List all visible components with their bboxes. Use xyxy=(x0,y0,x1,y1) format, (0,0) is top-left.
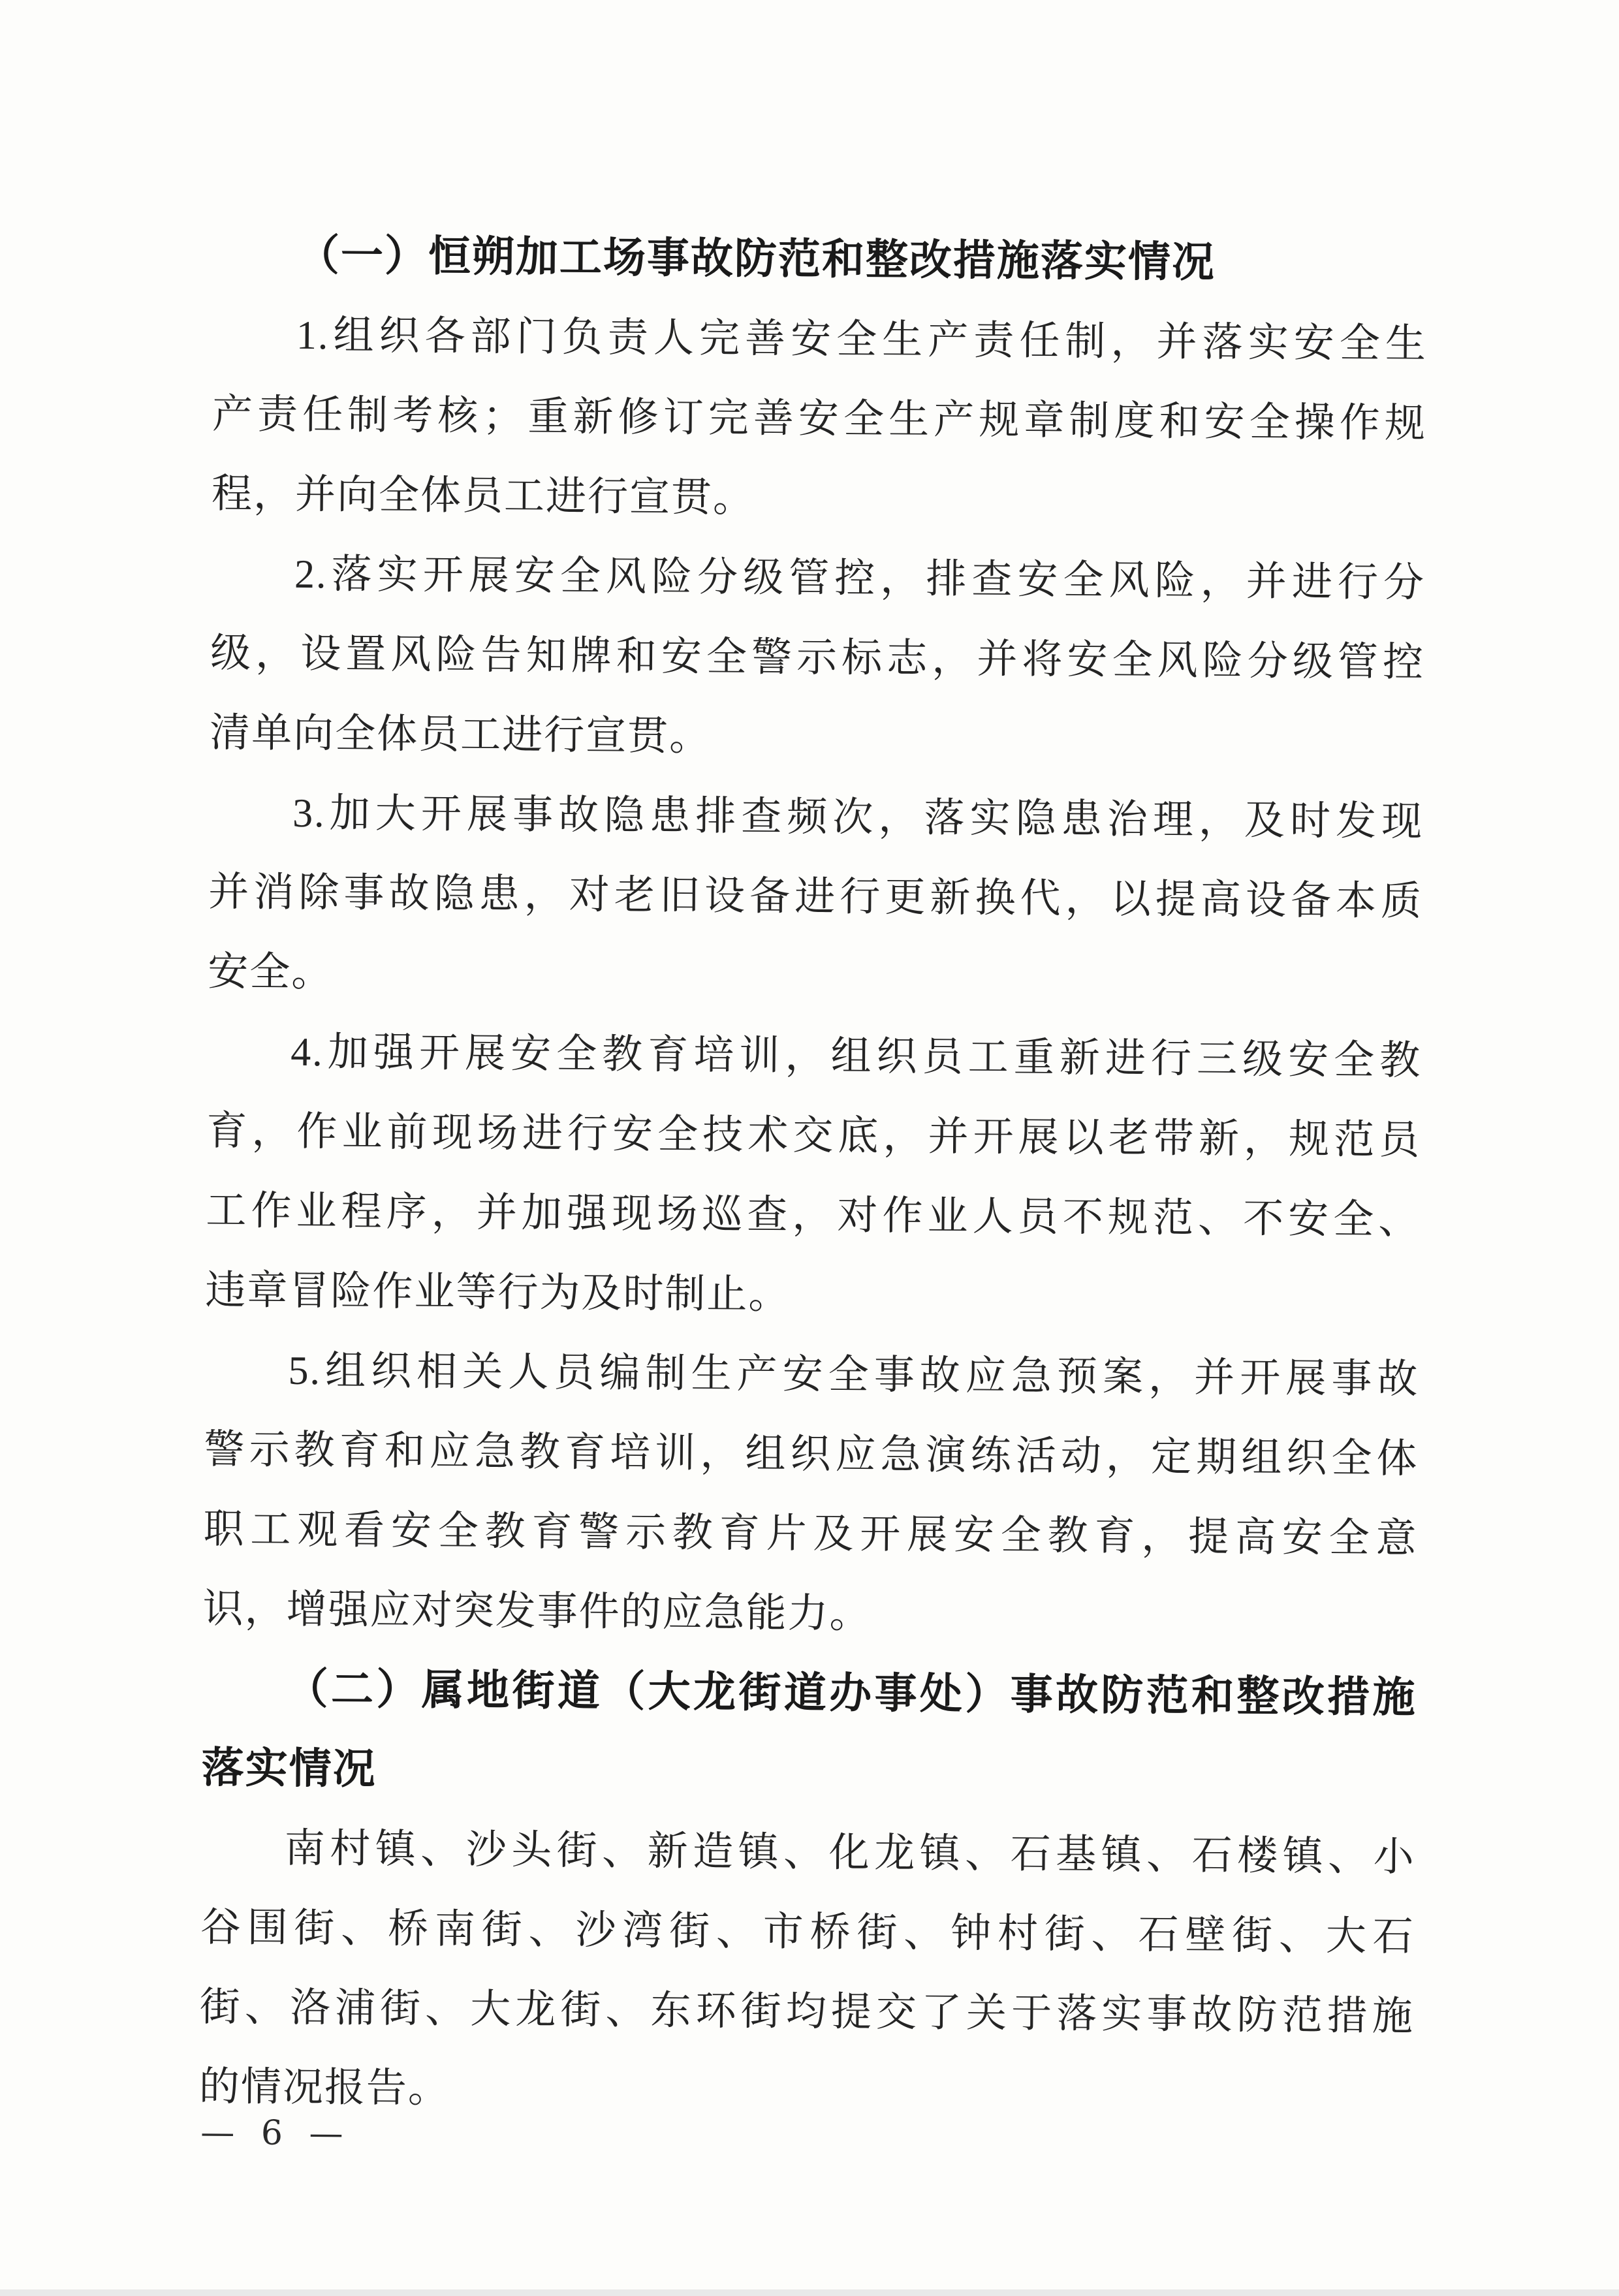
paragraph-line: 安全。 xyxy=(208,949,334,996)
section-heading: （二）属地街道（大龙街道办事处）事故防范和整改措施 xyxy=(285,1665,1417,1722)
paragraph-line: 级，设置风险告知牌和安全警示标志，并将安全风险分级管控 xyxy=(210,631,1425,685)
paragraph-line: 警示教育和应急教育培训，组织应急演练活动，定期组织全体 xyxy=(204,1427,1419,1482)
paragraph-line: 工作业程序，并加强现场巡查，对作业人员不规范、不安全、 xyxy=(206,1188,1421,1243)
paragraph-line: 的情况报告。 xyxy=(198,2064,450,2111)
paragraph-line: 产责任制考核；重新修订完善安全生产规章制度和安全操作规 xyxy=(212,392,1427,447)
paragraph-line: 3.加大开展事故隐患排查频次，落实隐患治理，及时发现 xyxy=(292,791,1424,845)
paragraph-line: 2.落实开展安全风险分级管控，排查安全风险，并进行分 xyxy=(294,552,1426,606)
paragraph-line: 谷围街、桥南街、沙湾街、市桥街、钟村街、石壁街、大石 xyxy=(200,1905,1415,1960)
paragraph-line: 育，作业前现场进行安全技术交底，并开展以老带新，规范员 xyxy=(206,1109,1421,1163)
paragraph-line: 4.加强开展安全教育培训，组织员工重新进行三级安全教 xyxy=(291,1030,1422,1084)
section-heading: （一）恒朔加工场事故防范和整改措施落实情况 xyxy=(296,232,1216,287)
page-number: — 6 — xyxy=(200,2113,351,2154)
paragraph-line: 职工观看安全教育警示教育片及开展安全教育，提高安全意 xyxy=(203,1507,1418,1562)
paragraph-line: 程，并向全体员工进行宣贯。 xyxy=(211,471,755,521)
paragraph-line: 1.组织各部门负责人完善安全生产责任制，并落实安全生 xyxy=(296,313,1428,367)
paragraph-line: 街、洛浦街、大龙街、东环街均提交了关于落实事故防范措施 xyxy=(199,1985,1415,2039)
paragraph-line: 并消除事故隐患，对老旧设备进行更新换代，以提高设备本质 xyxy=(208,870,1423,924)
paragraph-line: 违章冒险作业等行为及时制止。 xyxy=(205,1268,791,1317)
document-body xyxy=(198,215,1428,2137)
section-heading: 落实情况 xyxy=(201,1744,377,1793)
paragraph-line: 南村镇、沙头街、新造镇、化龙镇、石基镇、石楼镇、小 xyxy=(284,1826,1415,1880)
paragraph-line: 5.组织相关人员编制生产安全事故应急预案，并开展事故 xyxy=(288,1348,1419,1402)
paragraph-line: 识，增强应对突发事件的应急能力。 xyxy=(202,1586,872,1637)
paragraph-line: 清单向全体员工进行宣贯。 xyxy=(209,710,712,759)
